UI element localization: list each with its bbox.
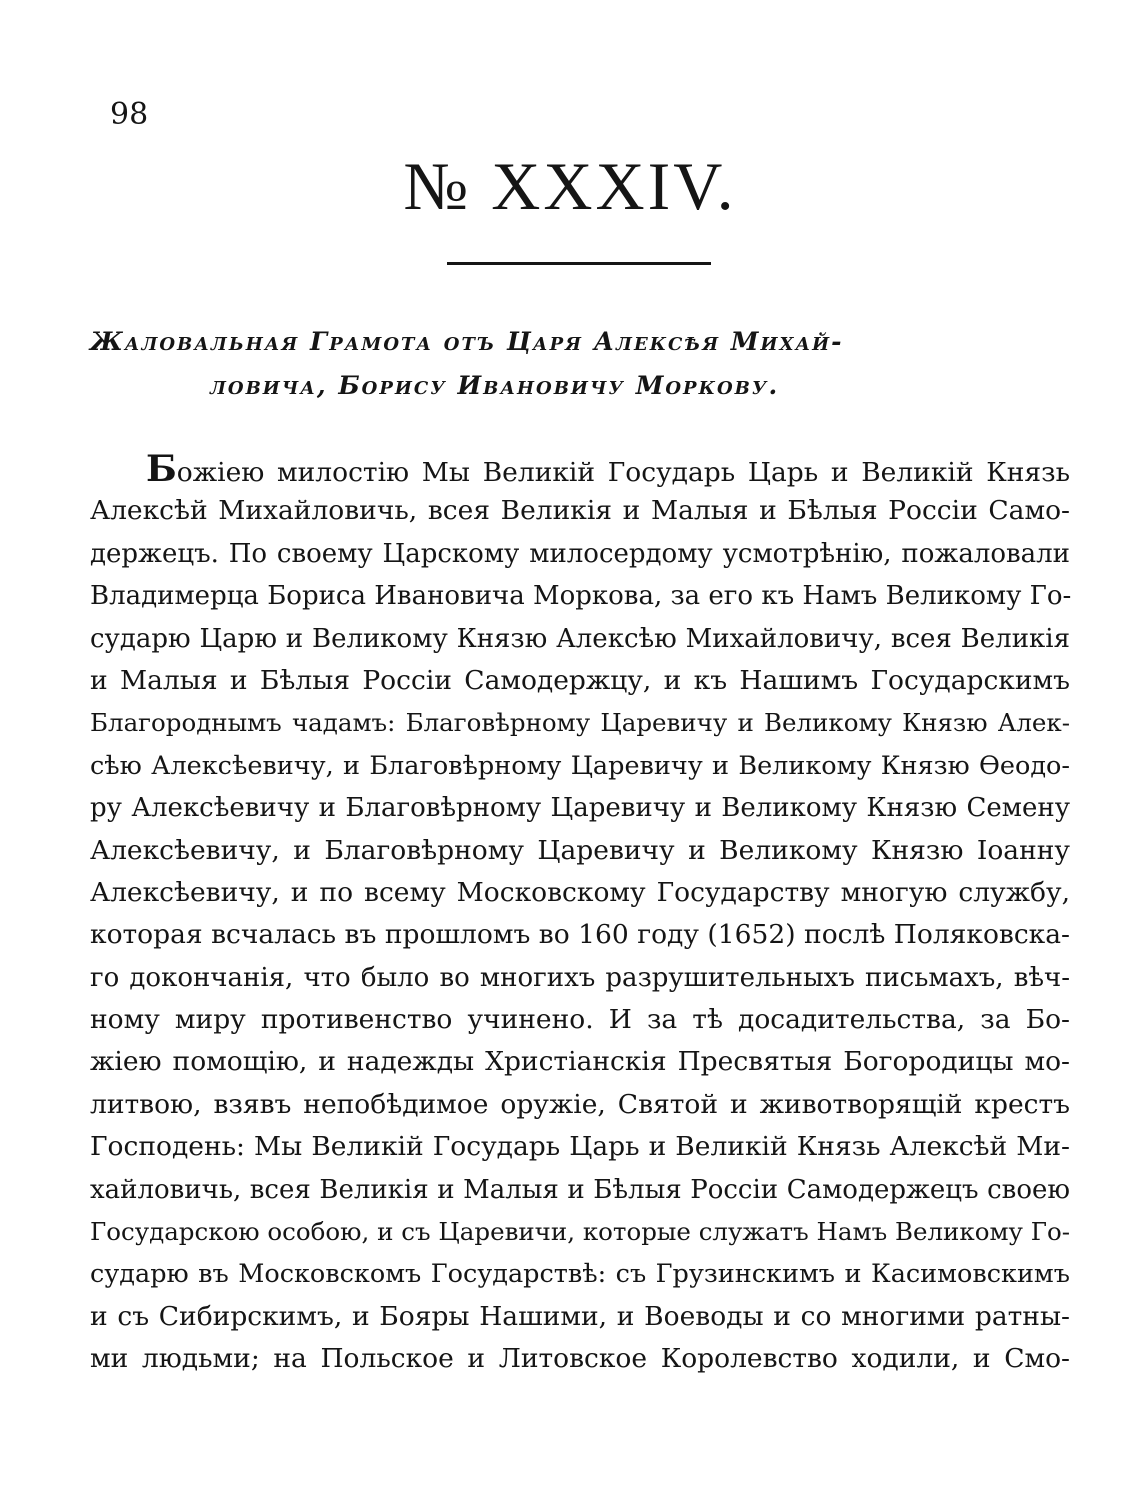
body-line: Алексѣй Михайловичь, всея Великія и Малыя и Бѣлыя Россіи Само- (90, 495, 1070, 527)
body-line: ми людьми; на Польское и Литовское Королевство ходили, и Смо- (90, 1343, 1070, 1375)
page-number: 98 (110, 97, 149, 132)
body-line: Алексѣевичу, и Благовѣрному Царевичу и Великому Князю Іоанну (90, 834, 1070, 866)
body-line: литвою, взявъ непобѣдимое оружіе, Святой и животворящій крестъ (90, 1088, 1070, 1120)
body-line: Благороднымъ чадамъ: Благовѣрному Царевичу и Великому Князю Алек- (90, 708, 1070, 738)
body-line: жіею помощію, и надежды Христіанскія Пресвятыя Богородицы мо- (90, 1046, 1070, 1078)
body-line: го докончанія, что было во многихъ разрушительныхъ письмахъ, вѣч- (90, 962, 1070, 993)
body-line: и Малыя и Бѣлыя Россіи Самодержцу, и къ Нашимъ Государскимъ (90, 664, 1070, 696)
body-text (90, 448, 1070, 1381)
body-line: сударю въ Московскомъ Государствѣ: съ Грузинскимъ и Касимовскимъ (90, 1259, 1070, 1290)
body-line: ному миру противенство учинено. И за тѣ досадительства, за Бо- (90, 1004, 1070, 1036)
body-line: Алексѣевичу, и по всему Московскому Государству многую службу, (90, 876, 1070, 908)
body-line: сѣю Алексѣевичу, и Благовѣрному Царевичу и Великому Князю Ѳеодо- (90, 750, 1070, 781)
document-title (90, 320, 1070, 408)
title-line-1: Жаловальная Грамота отъ Царя Алексѣя Михай- (90, 327, 844, 356)
body-line-text: ожіею милостію Мы Великій Государь Царь и Великій Князь (176, 457, 1070, 488)
body-line: которая всчалась въ прошломъ во 160 году (1652) послѣ Поляковска- (90, 919, 1070, 951)
body-line (90, 448, 1070, 490)
body-line: и съ Сибирскимъ, и Бояры Нашими, и Воеводы и со многими ратны- (90, 1300, 1070, 1332)
body-line: Государскою особою, и съ Царевичи, которые служатъ Намъ Великому Го- (90, 1217, 1070, 1247)
body-line: хайловичь, всея Великія и Малыя и Бѣлыя Россіи Самодержецъ своею (90, 1174, 1070, 1205)
body-line: Господень: Мы Великій Государь Царь и Великій Князь Алексѣй Ми- (90, 1131, 1070, 1163)
body-line: сударю Царю и Великому Князю Алексѣю Михайловичу, всея Великія (90, 623, 1070, 654)
heading-rule (447, 262, 711, 265)
body-line: ру Алексѣевичу и Благовѣрному Царевичу и Великому Князю Семену (90, 793, 1070, 824)
title-line-2: ловича, Борису Ивановичу Моркову. (210, 371, 780, 400)
body-line: Владимерца Бориса Ивановича Моркова, за его къ Намъ Великому Го- (90, 581, 1072, 612)
drop-cap: Б (146, 448, 177, 490)
body-line: держецъ. По своему Царскому милосердому усмотрѣнію, пожаловали (90, 538, 1070, 569)
document-number-heading: № XXXIV. (403, 148, 737, 224)
